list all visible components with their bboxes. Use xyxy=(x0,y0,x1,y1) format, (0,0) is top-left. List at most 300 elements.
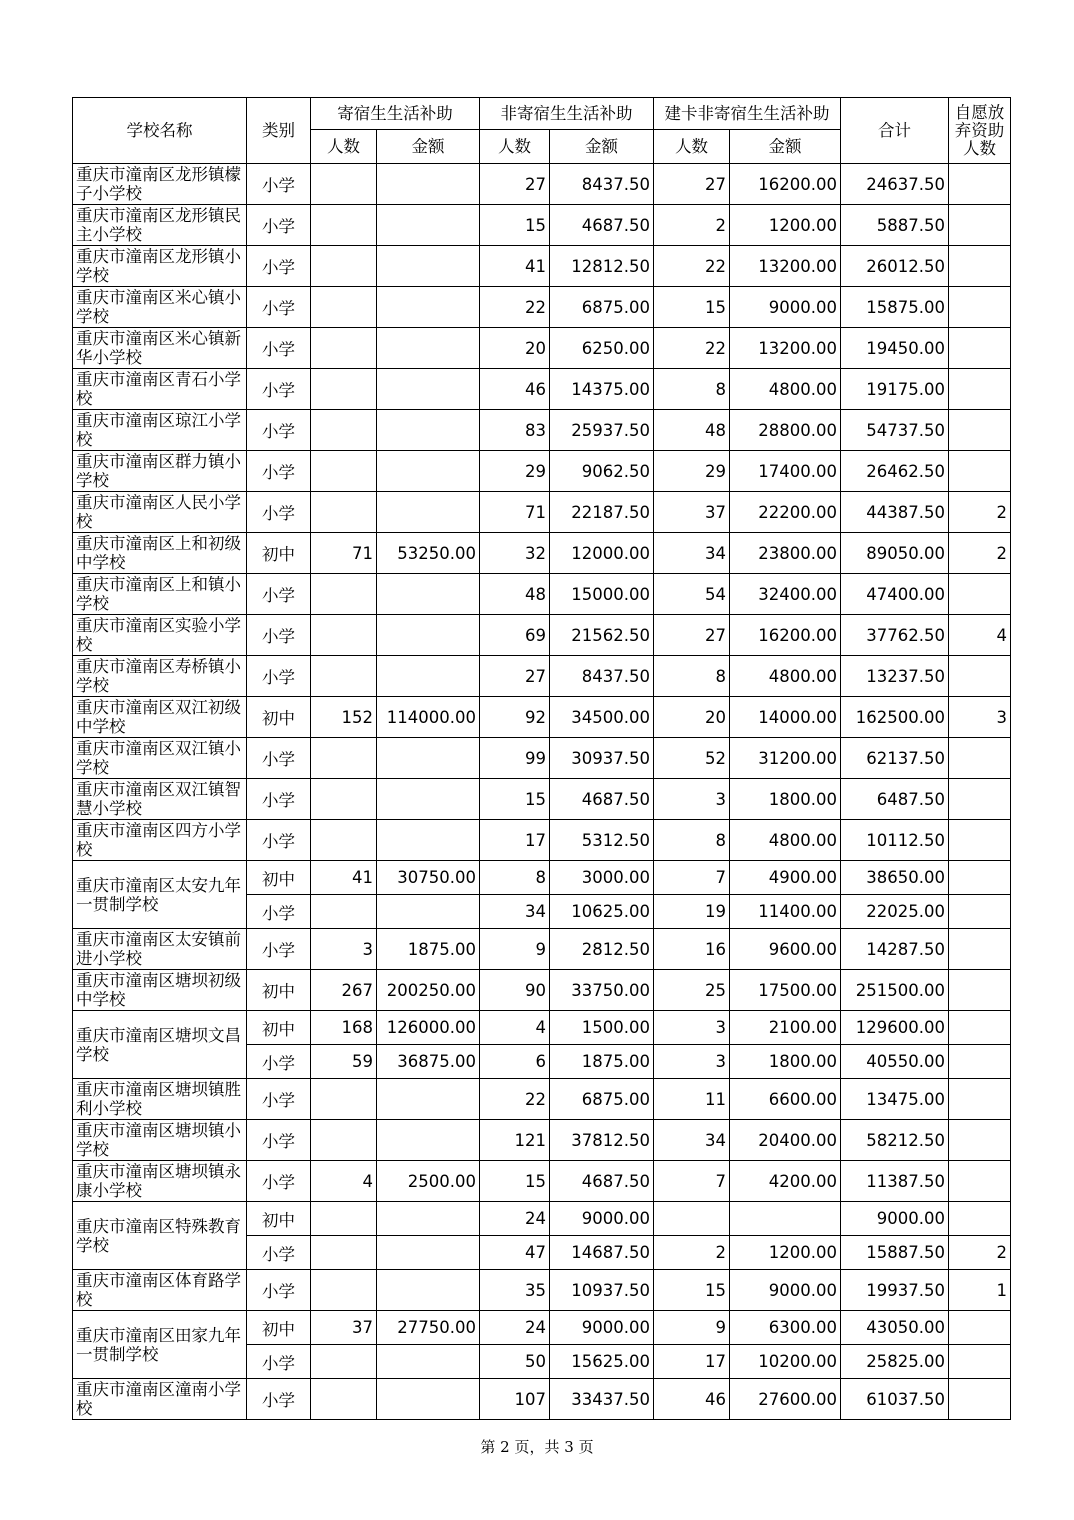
total-cell: 43050.00 xyxy=(841,1311,949,1345)
card-count-cell: 25 xyxy=(654,970,730,1011)
school-name-cell: 重庆市潼南区上和初级中学校 xyxy=(73,533,247,574)
school-name-cell: 重庆市潼南区塘坝文昌学校 xyxy=(73,1011,247,1079)
total-cell: 40550.00 xyxy=(841,1045,949,1079)
category-cell: 小学 xyxy=(247,1120,311,1161)
boarding-amount-cell xyxy=(377,492,480,533)
table-row xyxy=(73,164,1011,205)
waived-cell xyxy=(949,369,1011,410)
non-boarding-amount-cell: 10625.00 xyxy=(550,895,654,929)
boarding-count-cell xyxy=(311,492,377,533)
non-boarding-amount-cell: 25937.50 xyxy=(550,410,654,451)
school-name-cell: 重庆市潼南区田家九年一贯制学校 xyxy=(73,1311,247,1379)
table-row xyxy=(73,1120,1011,1161)
total-cell: 44387.50 xyxy=(841,492,949,533)
non-boarding-amount-cell: 9062.50 xyxy=(550,451,654,492)
school-name-cell: 重庆市潼南区米心镇小学校 xyxy=(73,287,247,328)
card-count-cell: 7 xyxy=(654,861,730,895)
category-cell: 初中 xyxy=(247,970,311,1011)
header-card-count: 人数 xyxy=(654,130,730,164)
total-cell: 14287.50 xyxy=(841,929,949,970)
non-boarding-count-cell: 8 xyxy=(480,861,550,895)
school-name-cell: 重庆市潼南区四方小学校 xyxy=(73,820,247,861)
boarding-count-cell: 59 xyxy=(311,1045,377,1079)
school-name-cell: 重庆市潼南区米心镇新华小学校 xyxy=(73,328,247,369)
non-boarding-count-cell: 27 xyxy=(480,656,550,697)
school-name-cell: 重庆市潼南区潼南小学校 xyxy=(73,1379,247,1420)
waived-cell xyxy=(949,328,1011,369)
non-boarding-count-cell: 29 xyxy=(480,451,550,492)
boarding-count-cell: 71 xyxy=(311,533,377,574)
waived-cell xyxy=(949,820,1011,861)
boarding-count-cell xyxy=(311,1345,377,1379)
boarding-count-cell xyxy=(311,451,377,492)
boarding-count-cell: 152 xyxy=(311,697,377,738)
table-row xyxy=(73,656,1011,697)
card-amount-cell: 9000.00 xyxy=(730,287,841,328)
boarding-count-cell xyxy=(311,656,377,697)
non-boarding-count-cell: 35 xyxy=(480,1270,550,1311)
boarding-count-cell xyxy=(311,574,377,615)
header-card-amount: 金额 xyxy=(730,130,841,164)
table-row xyxy=(73,929,1011,970)
total-cell: 54737.50 xyxy=(841,410,949,451)
table-row xyxy=(73,1379,1011,1420)
total-cell: 251500.00 xyxy=(841,970,949,1011)
header-non-boarding: 非寄宿生生活补助 xyxy=(480,98,654,130)
waived-cell xyxy=(949,1045,1011,1079)
category-cell: 小学 xyxy=(247,779,311,820)
boarding-amount-cell xyxy=(377,369,480,410)
table-row xyxy=(73,287,1011,328)
total-cell: 38650.00 xyxy=(841,861,949,895)
header-waived: 自愿放弃资助人数 xyxy=(949,98,1011,164)
card-count-cell: 8 xyxy=(654,820,730,861)
card-amount-cell: 4800.00 xyxy=(730,656,841,697)
boarding-count-cell xyxy=(311,410,377,451)
category-cell: 小学 xyxy=(247,895,311,929)
card-amount-cell: 1800.00 xyxy=(730,779,841,820)
card-count-cell: 15 xyxy=(654,287,730,328)
non-boarding-count-cell: 4 xyxy=(480,1011,550,1045)
category-cell: 初中 xyxy=(247,861,311,895)
boarding-count-cell xyxy=(311,328,377,369)
boarding-count-cell xyxy=(311,1120,377,1161)
category-cell: 小学 xyxy=(247,738,311,779)
school-name-cell: 重庆市潼南区双江镇智慧小学校 xyxy=(73,779,247,820)
total-cell: 129600.00 xyxy=(841,1011,949,1045)
waived-cell xyxy=(949,410,1011,451)
non-boarding-count-cell: 121 xyxy=(480,1120,550,1161)
total-cell: 62137.50 xyxy=(841,738,949,779)
boarding-amount-cell xyxy=(377,1202,480,1236)
non-boarding-amount-cell: 10937.50 xyxy=(550,1270,654,1311)
header-total: 合计 xyxy=(841,98,949,164)
card-count-cell: 3 xyxy=(654,1045,730,1079)
waived-cell xyxy=(949,779,1011,820)
card-amount-cell: 22200.00 xyxy=(730,492,841,533)
school-name-cell: 重庆市潼南区双江初级中学校 xyxy=(73,697,247,738)
school-name-cell: 重庆市潼南区龙形镇檬子小学校 xyxy=(73,164,247,205)
non-boarding-count-cell: 99 xyxy=(480,738,550,779)
card-count-cell: 9 xyxy=(654,1311,730,1345)
table-row xyxy=(73,246,1011,287)
total-cell: 19937.50 xyxy=(841,1270,949,1311)
card-amount-cell: 17400.00 xyxy=(730,451,841,492)
waived-cell xyxy=(949,1311,1011,1345)
non-boarding-amount-cell: 4687.50 xyxy=(550,1161,654,1202)
header-boarding: 寄宿生生活补助 xyxy=(311,98,480,130)
non-boarding-amount-cell: 9000.00 xyxy=(550,1202,654,1236)
boarding-count-cell: 267 xyxy=(311,970,377,1011)
boarding-count-cell xyxy=(311,779,377,820)
non-boarding-amount-cell: 14375.00 xyxy=(550,369,654,410)
waived-cell: 3 xyxy=(949,697,1011,738)
waived-cell xyxy=(949,970,1011,1011)
boarding-count-cell xyxy=(311,1079,377,1120)
non-boarding-count-cell: 15 xyxy=(480,205,550,246)
boarding-amount-cell xyxy=(377,738,480,779)
non-boarding-amount-cell: 8437.50 xyxy=(550,656,654,697)
boarding-amount-cell: 200250.00 xyxy=(377,970,480,1011)
category-cell: 小学 xyxy=(247,205,311,246)
school-name-cell: 重庆市潼南区上和镇小学校 xyxy=(73,574,247,615)
card-amount-cell: 16200.00 xyxy=(730,164,841,205)
waived-cell: 2 xyxy=(949,1236,1011,1270)
boarding-count-cell xyxy=(311,1379,377,1420)
boarding-amount-cell xyxy=(377,820,480,861)
non-boarding-count-cell: 27 xyxy=(480,164,550,205)
card-count-cell: 34 xyxy=(654,533,730,574)
table-row xyxy=(73,970,1011,1011)
boarding-amount-cell xyxy=(377,328,480,369)
boarding-amount-cell xyxy=(377,410,480,451)
card-amount-cell: 23800.00 xyxy=(730,533,841,574)
total-cell: 61037.50 xyxy=(841,1379,949,1420)
boarding-amount-cell: 36875.00 xyxy=(377,1045,480,1079)
boarding-amount-cell xyxy=(377,574,480,615)
boarding-count-cell: 168 xyxy=(311,1011,377,1045)
non-boarding-amount-cell: 12812.50 xyxy=(550,246,654,287)
category-cell: 小学 xyxy=(247,1079,311,1120)
non-boarding-count-cell: 48 xyxy=(480,574,550,615)
boarding-amount-cell xyxy=(377,1270,480,1311)
header-category: 类别 xyxy=(247,98,311,164)
card-count-cell: 7 xyxy=(654,1161,730,1202)
non-boarding-count-cell: 32 xyxy=(480,533,550,574)
category-cell: 初中 xyxy=(247,1011,311,1045)
non-boarding-count-cell: 83 xyxy=(480,410,550,451)
total-cell: 9000.00 xyxy=(841,1202,949,1236)
card-count-cell: 15 xyxy=(654,1270,730,1311)
table-row xyxy=(73,779,1011,820)
card-amount-cell: 11400.00 xyxy=(730,895,841,929)
table-row xyxy=(73,574,1011,615)
category-cell: 小学 xyxy=(247,615,311,656)
card-amount-cell: 28800.00 xyxy=(730,410,841,451)
school-name-cell: 重庆市潼南区塘坝镇小学校 xyxy=(73,1120,247,1161)
card-count-cell: 16 xyxy=(654,929,730,970)
total-cell: 58212.50 xyxy=(841,1120,949,1161)
card-amount-cell: 14000.00 xyxy=(730,697,841,738)
school-name-cell: 重庆市潼南区塘坝镇永康小学校 xyxy=(73,1161,247,1202)
category-cell: 小学 xyxy=(247,369,311,410)
boarding-count-cell: 4 xyxy=(311,1161,377,1202)
header-boarding-count: 人数 xyxy=(311,130,377,164)
waived-cell xyxy=(949,1079,1011,1120)
card-amount-cell: 9000.00 xyxy=(730,1270,841,1311)
boarding-amount-cell: 53250.00 xyxy=(377,533,480,574)
header-card-non-boarding: 建卡非寄宿生生活补助 xyxy=(654,98,841,130)
school-name-cell: 重庆市潼南区龙形镇民主小学校 xyxy=(73,205,247,246)
card-count-cell: 29 xyxy=(654,451,730,492)
total-cell: 24637.50 xyxy=(841,164,949,205)
card-count-cell: 8 xyxy=(654,656,730,697)
card-count-cell: 52 xyxy=(654,738,730,779)
category-cell: 小学 xyxy=(247,246,311,287)
non-boarding-count-cell: 41 xyxy=(480,246,550,287)
school-name-cell: 重庆市潼南区龙形镇小学校 xyxy=(73,246,247,287)
waived-cell xyxy=(949,451,1011,492)
card-count-cell: 54 xyxy=(654,574,730,615)
card-count-cell: 34 xyxy=(654,1120,730,1161)
card-amount-cell: 1200.00 xyxy=(730,1236,841,1270)
waived-cell xyxy=(949,1345,1011,1379)
total-cell: 15887.50 xyxy=(841,1236,949,1270)
category-cell: 小学 xyxy=(247,1236,311,1270)
page-footer: 第 2 页，共 3 页 xyxy=(480,1438,594,1456)
non-boarding-count-cell: 24 xyxy=(480,1311,550,1345)
non-boarding-amount-cell: 14687.50 xyxy=(550,1236,654,1270)
waived-cell: 2 xyxy=(949,533,1011,574)
school-name-cell: 重庆市潼南区太安九年一贯制学校 xyxy=(73,861,247,929)
category-cell: 小学 xyxy=(247,1270,311,1311)
non-boarding-count-cell: 46 xyxy=(480,369,550,410)
boarding-amount-cell xyxy=(377,164,480,205)
category-cell: 小学 xyxy=(247,287,311,328)
non-boarding-amount-cell: 37812.50 xyxy=(550,1120,654,1161)
card-amount-cell: 13200.00 xyxy=(730,246,841,287)
boarding-amount-cell: 30750.00 xyxy=(377,861,480,895)
card-amount-cell: 6600.00 xyxy=(730,1079,841,1120)
boarding-amount-cell xyxy=(377,895,480,929)
total-cell: 11387.50 xyxy=(841,1161,949,1202)
card-count-cell: 46 xyxy=(654,1379,730,1420)
category-cell: 小学 xyxy=(247,820,311,861)
boarding-amount-cell: 114000.00 xyxy=(377,697,480,738)
total-cell: 26462.50 xyxy=(841,451,949,492)
non-boarding-count-cell: 71 xyxy=(480,492,550,533)
waived-cell xyxy=(949,1011,1011,1045)
total-cell: 19175.00 xyxy=(841,369,949,410)
header-boarding-amount: 金额 xyxy=(377,130,480,164)
total-cell: 13475.00 xyxy=(841,1079,949,1120)
boarding-amount-cell: 1875.00 xyxy=(377,929,480,970)
boarding-count-cell xyxy=(311,164,377,205)
category-cell: 小学 xyxy=(247,574,311,615)
table-row xyxy=(73,738,1011,779)
school-name-cell: 重庆市潼南区人民小学校 xyxy=(73,492,247,533)
non-boarding-count-cell: 92 xyxy=(480,697,550,738)
card-amount-cell: 32400.00 xyxy=(730,574,841,615)
non-boarding-count-cell: 17 xyxy=(480,820,550,861)
category-cell: 小学 xyxy=(247,929,311,970)
non-boarding-amount-cell: 1875.00 xyxy=(550,1045,654,1079)
card-count-cell: 17 xyxy=(654,1345,730,1379)
card-amount-cell: 13200.00 xyxy=(730,328,841,369)
boarding-amount-cell xyxy=(377,1345,480,1379)
non-boarding-amount-cell: 5312.50 xyxy=(550,820,654,861)
non-boarding-amount-cell: 33750.00 xyxy=(550,970,654,1011)
school-name-cell: 重庆市潼南区双江镇小学校 xyxy=(73,738,247,779)
category-cell: 初中 xyxy=(247,533,311,574)
card-amount-cell: 16200.00 xyxy=(730,615,841,656)
boarding-count-cell: 41 xyxy=(311,861,377,895)
total-cell: 22025.00 xyxy=(841,895,949,929)
total-cell: 13237.50 xyxy=(841,656,949,697)
total-cell: 25825.00 xyxy=(841,1345,949,1379)
table-row xyxy=(73,1011,1011,1045)
category-cell: 小学 xyxy=(247,451,311,492)
table-row xyxy=(73,1161,1011,1202)
table-row xyxy=(73,533,1011,574)
waived-cell xyxy=(949,861,1011,895)
category-cell: 小学 xyxy=(247,1045,311,1079)
boarding-amount-cell xyxy=(377,451,480,492)
card-amount-cell: 2100.00 xyxy=(730,1011,841,1045)
table-row xyxy=(73,820,1011,861)
table-body xyxy=(73,164,1011,1420)
non-boarding-count-cell: 24 xyxy=(480,1202,550,1236)
table-row xyxy=(73,451,1011,492)
table-row xyxy=(73,1311,1011,1345)
card-count-cell: 27 xyxy=(654,615,730,656)
card-amount-cell: 1800.00 xyxy=(730,1045,841,1079)
waived-cell xyxy=(949,1379,1011,1420)
boarding-amount-cell xyxy=(377,1079,480,1120)
card-count-cell: 19 xyxy=(654,895,730,929)
non-boarding-count-cell: 34 xyxy=(480,895,550,929)
boarding-count-cell xyxy=(311,1202,377,1236)
table-row xyxy=(73,492,1011,533)
school-name-cell: 重庆市潼南区青石小学校 xyxy=(73,369,247,410)
card-count-cell: 8 xyxy=(654,369,730,410)
non-boarding-count-cell: 15 xyxy=(480,1161,550,1202)
boarding-count-cell xyxy=(311,738,377,779)
non-boarding-amount-cell: 12000.00 xyxy=(550,533,654,574)
total-cell: 19450.00 xyxy=(841,328,949,369)
card-count-cell: 3 xyxy=(654,1011,730,1045)
boarding-count-cell xyxy=(311,1236,377,1270)
card-amount-cell: 10200.00 xyxy=(730,1345,841,1379)
boarding-amount-cell xyxy=(377,779,480,820)
card-count-cell: 11 xyxy=(654,1079,730,1120)
table-row xyxy=(73,1202,1011,1236)
card-amount-cell: 4200.00 xyxy=(730,1161,841,1202)
table-row xyxy=(73,328,1011,369)
waived-cell: 2 xyxy=(949,492,1011,533)
card-amount-cell: 20400.00 xyxy=(730,1120,841,1161)
non-boarding-amount-cell: 15000.00 xyxy=(550,574,654,615)
waived-cell xyxy=(949,1161,1011,1202)
header-school-name: 学校名称 xyxy=(73,98,247,164)
table-row xyxy=(73,1270,1011,1311)
card-count-cell: 22 xyxy=(654,246,730,287)
waived-cell: 4 xyxy=(949,615,1011,656)
school-name-cell: 重庆市潼南区塘坝镇胜利小学校 xyxy=(73,1079,247,1120)
non-boarding-count-cell: 90 xyxy=(480,970,550,1011)
non-boarding-count-cell: 15 xyxy=(480,779,550,820)
total-cell: 162500.00 xyxy=(841,697,949,738)
table-row xyxy=(73,615,1011,656)
non-boarding-amount-cell: 3000.00 xyxy=(550,861,654,895)
boarding-amount-cell xyxy=(377,1236,480,1270)
school-name-cell: 重庆市潼南区体育路学校 xyxy=(73,1270,247,1311)
non-boarding-count-cell: 50 xyxy=(480,1345,550,1379)
waived-cell xyxy=(949,246,1011,287)
non-boarding-amount-cell: 2812.50 xyxy=(550,929,654,970)
non-boarding-amount-cell: 15625.00 xyxy=(550,1345,654,1379)
non-boarding-amount-cell: 9000.00 xyxy=(550,1311,654,1345)
waived-cell: 1 xyxy=(949,1270,1011,1311)
card-count-cell: 48 xyxy=(654,410,730,451)
category-cell: 小学 xyxy=(247,656,311,697)
boarding-count-cell xyxy=(311,895,377,929)
total-cell: 26012.50 xyxy=(841,246,949,287)
non-boarding-amount-cell: 22187.50 xyxy=(550,492,654,533)
boarding-amount-cell xyxy=(377,615,480,656)
category-cell: 小学 xyxy=(247,410,311,451)
table-row xyxy=(73,205,1011,246)
total-cell: 47400.00 xyxy=(841,574,949,615)
boarding-amount-cell xyxy=(377,205,480,246)
boarding-count-cell xyxy=(311,820,377,861)
boarding-amount-cell xyxy=(377,656,480,697)
card-count-cell: 3 xyxy=(654,779,730,820)
boarding-amount-cell xyxy=(377,246,480,287)
waived-cell xyxy=(949,574,1011,615)
boarding-amount-cell xyxy=(377,287,480,328)
category-cell: 初中 xyxy=(247,697,311,738)
non-boarding-amount-cell: 8437.50 xyxy=(550,164,654,205)
card-count-cell: 20 xyxy=(654,697,730,738)
non-boarding-count-cell: 6 xyxy=(480,1045,550,1079)
category-cell: 小学 xyxy=(247,1379,311,1420)
boarding-count-cell xyxy=(311,369,377,410)
total-cell: 89050.00 xyxy=(841,533,949,574)
boarding-count-cell xyxy=(311,287,377,328)
card-count-cell: 22 xyxy=(654,328,730,369)
boarding-count-cell xyxy=(311,205,377,246)
card-amount-cell: 1200.00 xyxy=(730,205,841,246)
card-amount-cell: 6300.00 xyxy=(730,1311,841,1345)
card-amount-cell: 17500.00 xyxy=(730,970,841,1011)
waived-cell xyxy=(949,1120,1011,1161)
table-row xyxy=(73,1079,1011,1120)
waived-cell xyxy=(949,929,1011,970)
non-boarding-amount-cell: 33437.50 xyxy=(550,1379,654,1420)
category-cell: 初中 xyxy=(247,1202,311,1236)
non-boarding-amount-cell: 4687.50 xyxy=(550,205,654,246)
non-boarding-amount-cell: 6875.00 xyxy=(550,287,654,328)
school-name-cell: 重庆市潼南区特殊教育学校 xyxy=(73,1202,247,1270)
category-cell: 小学 xyxy=(247,164,311,205)
non-boarding-amount-cell: 6875.00 xyxy=(550,1079,654,1120)
school-name-cell: 重庆市潼南区实验小学校 xyxy=(73,615,247,656)
waived-cell xyxy=(949,738,1011,779)
non-boarding-count-cell: 20 xyxy=(480,328,550,369)
non-boarding-amount-cell: 30937.50 xyxy=(550,738,654,779)
card-amount-cell: 9600.00 xyxy=(730,929,841,970)
